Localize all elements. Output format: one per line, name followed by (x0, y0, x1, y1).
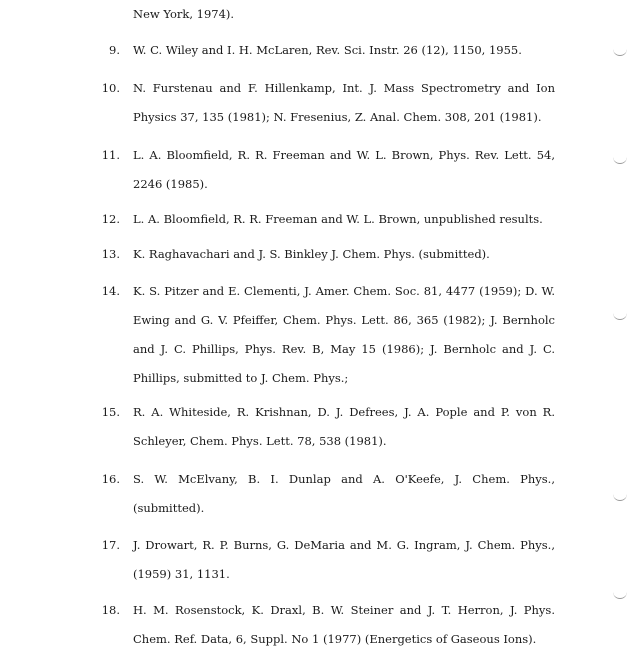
binder-hole-mark (613, 311, 627, 320)
reference-number: 12. (101, 212, 120, 226)
reference-number: 16. (101, 472, 120, 486)
reference-text: Schleyer, Chem. Phys. Lett. 78, 538 (1981). (133, 434, 387, 448)
reference-text: S. W. McElvany, B. I. Dunlap and A. O'Keefe, J. Chem. Phys., (133, 472, 555, 486)
binder-hole-mark (613, 47, 627, 56)
reference-text: L. A. Bloomfield, R. R. Freeman and W. L. Brown, unpublished results. (133, 212, 543, 226)
reference-number: 9. (109, 43, 120, 57)
reference-text: and J. C. Phillips, Phys. Rev. B, May 15 (1986); J. Bernholc and J. C. (133, 342, 555, 356)
binder-hole-mark (613, 155, 627, 164)
binder-hole-mark (613, 590, 627, 599)
reference-text: Phillips, submitted to J. Chem. Phys.; (133, 371, 349, 385)
reference-text: (submitted). (133, 501, 205, 515)
reference-text: 2246 (1985). (133, 177, 208, 191)
reference-number: 13. (101, 247, 120, 261)
reference-text: (1959) 31, 1131. (133, 567, 230, 581)
reference-text: K. S. Pitzer and E. Clementi, J. Amer. Chem. Soc. 81, 4477 (1959); D. W. (133, 284, 555, 298)
reference-text: K. Raghavachari and J. S. Binkley J. Chem. Phys. (submitted). (133, 247, 490, 261)
binder-hole-mark (613, 492, 627, 501)
reference-text: Ewing and G. V. Pfeiffer, Chem. Phys. Lett. 86, 365 (1982); J. Bernholc (133, 313, 555, 327)
reference-text: N. Furstenau and F. Hillenkamp, Int. J. Mass Spectrometry and Ion (133, 81, 555, 95)
reference-number: 10. (101, 81, 120, 95)
reference-text: R. A. Whiteside, R. Krishnan, D. J. Defrees, J. A. Pople and P. von R. (133, 405, 555, 419)
reference-text: Physics 37, 135 (1981); N. Fresenius, Z. Anal. Chem. 308, 201 (1981). (133, 110, 542, 124)
reference-number: 18. (101, 603, 120, 617)
reference-text: New York, 1974). (133, 7, 235, 21)
reference-text: Chem. Ref. Data, 6, Suppl. No 1 (1977) (Energetics of Gaseous Ions). (133, 632, 537, 646)
reference-number: 14. (101, 284, 120, 298)
reference-text: W. C. Wiley and I. H. McLaren, Rev. Sci. Instr. 26 (12), 1150, 1955. (133, 43, 522, 57)
reference-text: L. A. Bloomfield, R. R. Freeman and W. L. Brown, Phys. Rev. Lett. 54, (133, 148, 555, 162)
reference-number: 15. (101, 405, 120, 419)
reference-text: J. Drowart, R. P. Burns, G. DeMaria and M. G. Ingram, J. Chem. Phys., (133, 538, 555, 552)
reference-number: 11. (101, 148, 120, 162)
reference-text: H. M. Rosenstock, K. Draxl, B. W. Steiner and J. T. Herron, J. Phys. (133, 603, 555, 617)
reference-number: 17. (101, 538, 120, 552)
